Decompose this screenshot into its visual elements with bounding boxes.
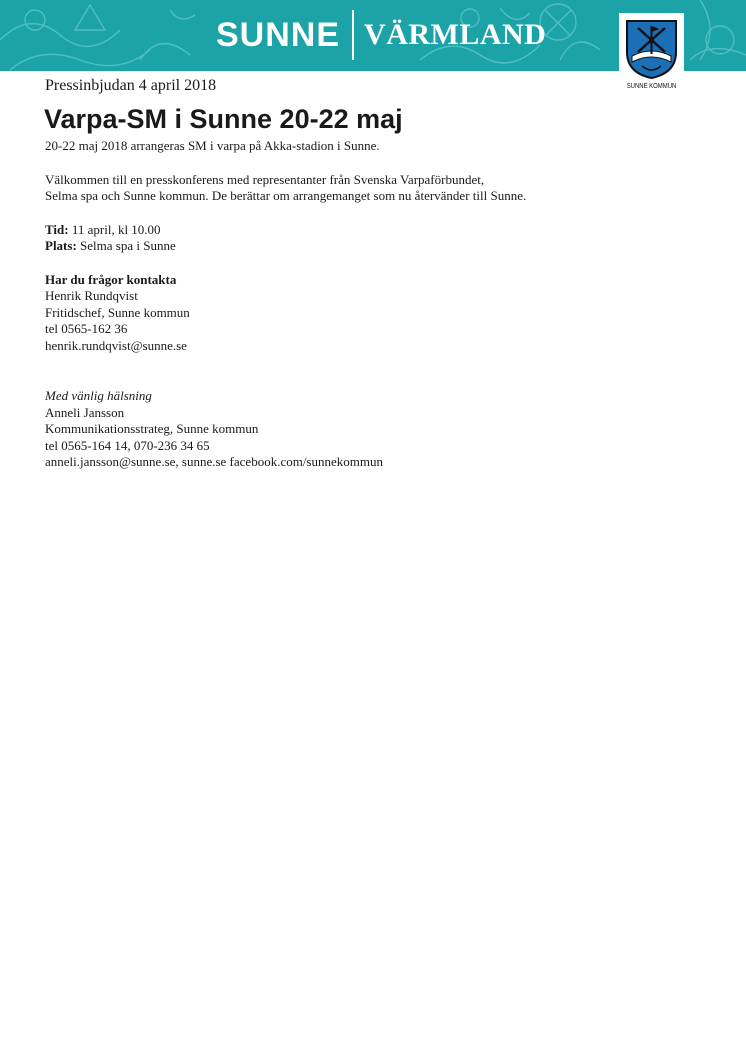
signoff-greeting: Med vänlig hälsning <box>45 388 152 403</box>
time-label: Tid: <box>45 221 69 237</box>
press-release <box>45 76 685 471</box>
coat-of-arms-icon <box>624 18 679 80</box>
time-value: 11 april, kl 10.00 <box>68 221 161 237</box>
page-title: Varpa-SM i Sunne 20-22 maj <box>44 104 403 134</box>
brand-divider <box>352 10 354 60</box>
contact-email[interactable]: henrik.rundqvist@sunne.se <box>45 337 187 353</box>
place-line <box>45 238 685 255</box>
contact-phone: tel 0565-162 36 <box>45 321 128 336</box>
place-label: Plats: <box>45 238 77 253</box>
signoff-links[interactable]: anneli.jansson@sunne.se, sunne.se facebook.com/sunnekommun <box>45 454 383 469</box>
signoff-role: Kommunikationsstrateg, Sunne kommun <box>45 421 259 436</box>
contact-name: Henrik Rundqvist <box>45 288 138 303</box>
lead-paragraph: 20-22 maj 2018 arrangeras SM i varpa på Akka-stadion i Sunne. <box>45 138 380 153</box>
signoff-phone: tel 0565-164 14, 070-236 34 65 <box>45 437 210 453</box>
contact-role: Fritidschef, Sunne kommun <box>45 304 190 320</box>
logo-caption: SUNNE KOMMUN <box>626 83 677 90</box>
brand-varmland: VÄRMLAND <box>364 18 547 51</box>
signoff-name: Anneli Jansson <box>45 404 125 420</box>
contact-heading: Har du frågor kontakta <box>45 271 177 287</box>
intro-line-1: Välkommen till en presskonferens med representanter från Svenska Varpaförbundet, <box>45 171 485 187</box>
brand-wordmark <box>216 14 546 56</box>
brand-sunne: SUNNE <box>216 15 341 54</box>
dateline: Pressinbjudan 4 april 2018 <box>45 77 217 94</box>
intro-line-2: Selma spa och Sunne kommun. De berättar om arrangemanget som nu återvänder till Sunne. <box>45 188 527 203</box>
time-line <box>45 222 685 239</box>
place-value: Selma spa i Sunne <box>76 238 176 253</box>
